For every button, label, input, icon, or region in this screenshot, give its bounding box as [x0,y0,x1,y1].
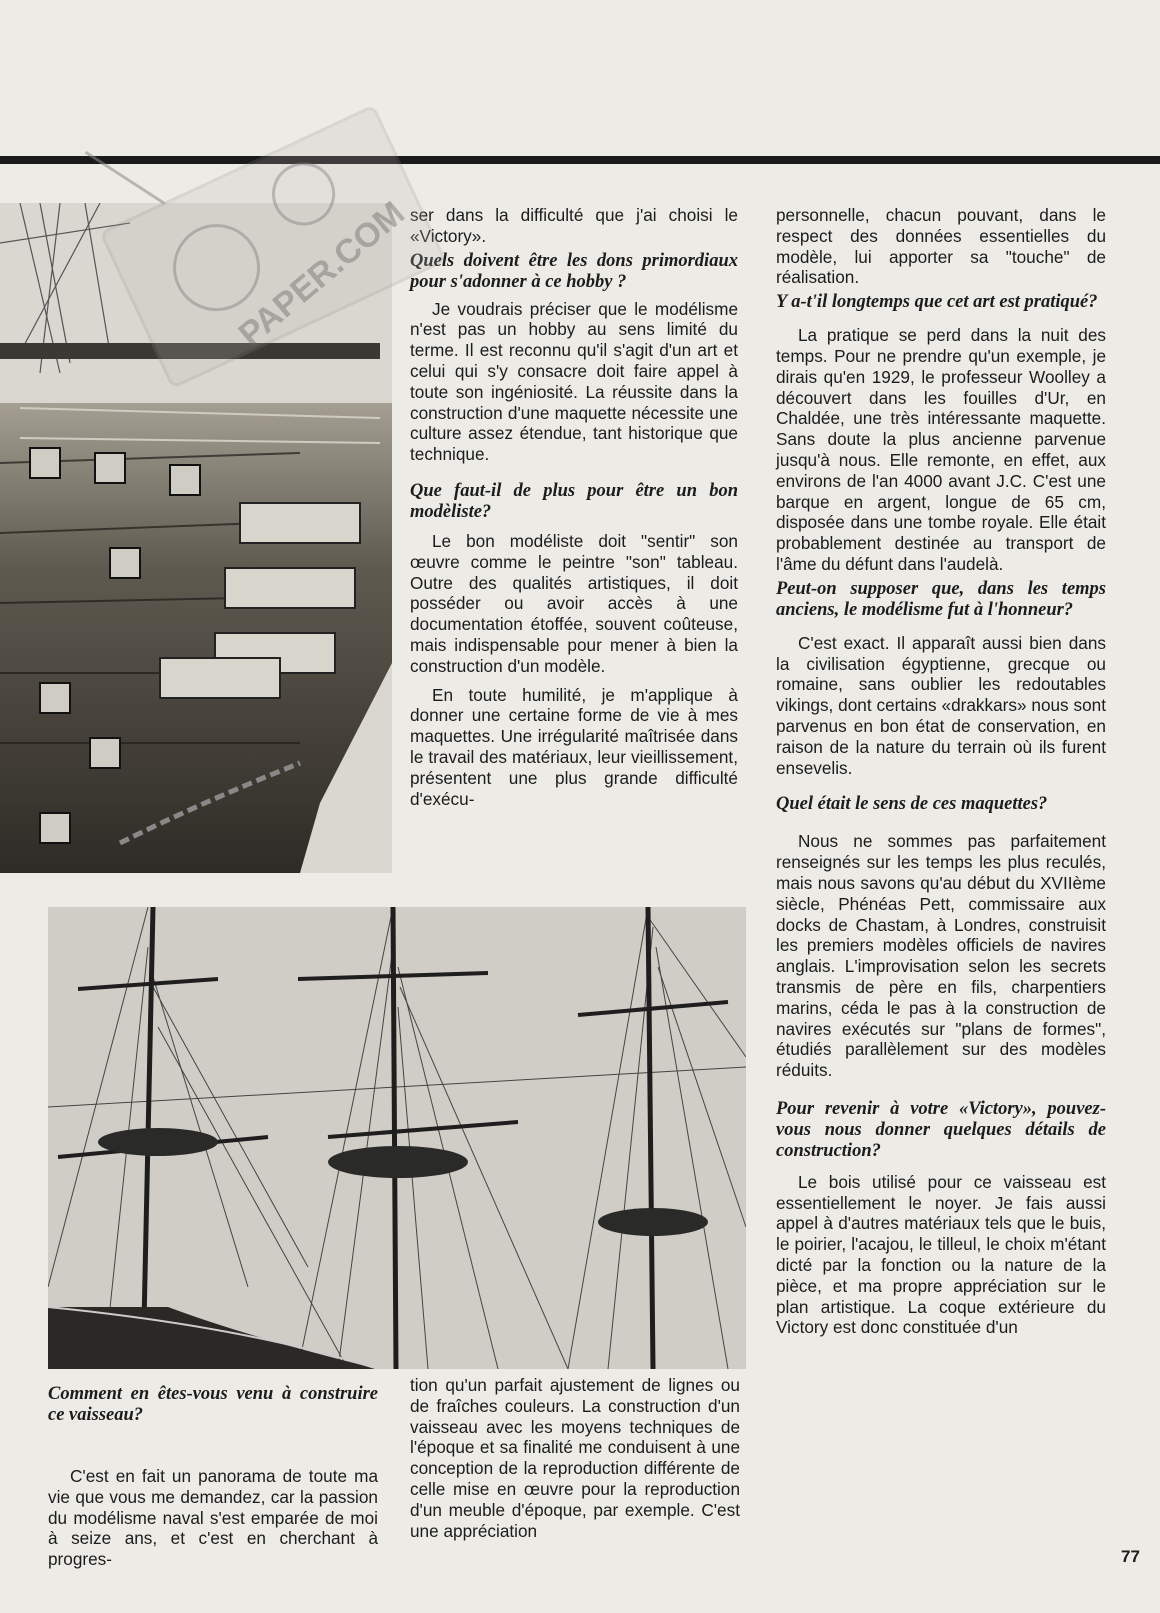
paragraph: La pratique se perd dans la nuit des temps. Pour ne prendre qu'un exemple, je dirais qu'en 1929, le professeur Woolley a découvert dans les fouilles d'Ur, en Chaldée, une très intéressante maquette. Sans doute la plus ancienne parvenue jusqu'à nous. Elle remonte, en effet, aux environs de l'an 4000 avant J.C. C'est une barque en argent, longue de 65 cm, disposée dans une tombe royale. Elle était probablement destinée au transport de l'âme du défunt dans l'audelà. [776,325,1106,574]
page-number: 77 [1121,1547,1140,1566]
question-heading: Pour revenir à votre «Victory», pouvez-vous nous donner quelques détails de construction? [776,1098,1106,1161]
ship-masts-photo [48,907,746,1369]
paragraph: personnelle, chacun pouvant, dans le respect des données essentielles du modèle, lui apporter sa "touche" de réalisation. [776,205,1106,288]
watermark-stamp [80,88,480,388]
paragraph: Le bon modéliste doit "sentir" son œuvre comme le peintre "son" tableau. Outre des qualités artistiques, il doit posséder ou avoir accès à une documentation étoffée, souvent coûteuse, mais indispensable pour mener à bien la construction d'un modèle. [410,530,738,676]
paragraph: Le bois utilisé pour ce vaisseau est essentiellement le noyer. Je fais aussi appel à d'autres matériaux tels que le buis, le poirier, l'acajou, le tilleul, le choix m'étant dicté par la fonction ou la nature de la pièce, et ma propre appréciation sur le plan artistique. La coque extérieure du Victory est donc constituée d'un [776,1171,1106,1338]
question-heading: Peut-on supposer que, dans les temps anciens, le modélisme fut à l'honneur? [776,578,1106,620]
column-2-bottom [410,1375,740,1541]
paragraph: En toute humilité, je m'applique à donner une certaine forme de vie à mes maquettes. Une irrégularité maîtrisée dans le travail des matériaux, leur vieillissement, présentent une plus grande difficulté d'exécu- [410,684,738,809]
paragraph: ser dans la difficulté que j'ai choisi le «Victory». [410,205,738,246]
column-3 [776,205,1106,1338]
paragraph: C'est exact. Il apparaît aussi bien dans la civilisation égyptienne, grecque ou romaine, sans oublier les redoutables vikings, dont certains «drakkars» nous sont parvenus en bon état de conservation, en raison de la nature du terrain où ils furent ensevelis. [776,632,1106,778]
paragraph: Nous ne sommes pas parfaitement renseignés sur les temps les plus reculés, mais nous savons qu'au début du XVIIème siècle, Phénéas Pett, commissaire aux docks de Chastam, à Londres, construisit les premiers modèles officiels de navires anglais. L'improvisation selon les secrets transmis de père en fils, charpentiers marins, céda le pas à la construction de navires exécutés sur "plans de formes", étudiés parallèlement sur des modèles réduits. [776,831,1106,1081]
column-1-bottom [48,1384,378,1570]
svg-text:PAPER.COM: PAPER.COM [231,194,412,354]
paragraph: tion qu'un parfait ajustement de lignes ou de fraîches couleurs. La construction d'un vaisseau avec les moyens techniques de l'époque et sa finalité me conduisent à une conception de la reproduction différente de celle mise en œuvre pour la reproduction d'un meuble d'époque, par exemple. C'est une appréciation [410,1375,740,1541]
question-heading: Quel était le sens de ces maquettes? [776,794,1048,815]
paragraph: Je voudrais préciser que le modélisme n'est pas un hobby au sens limité du terme. Il est reconnu qu'il s'agit d'un art et celui qui s'y consacre doit faire appel à toute son ingéniosité. La réussite dans la construction d'une maquette nécessite une culture assez étendue, tant historique que technique. [410,298,738,465]
question-heading: Comment en êtes-vous venu à construire ce vaisseau? [48,1384,378,1425]
question-heading: Que faut-il de plus pour être un bon modèliste? [410,480,738,522]
question-heading: Quels doivent être les dons primordiaux pour s'adonner à ce hobby ? [410,250,738,292]
question-heading: Y a-t'il longtemps que cet art est pratiqué? [776,292,1098,313]
paragraph: C'est en fait un panorama de toute ma vie que vous me demandez, car la passion du modélisme naval s'est emparée de moi à seize ans, et c'est en cherchant à progres- [48,1466,378,1570]
